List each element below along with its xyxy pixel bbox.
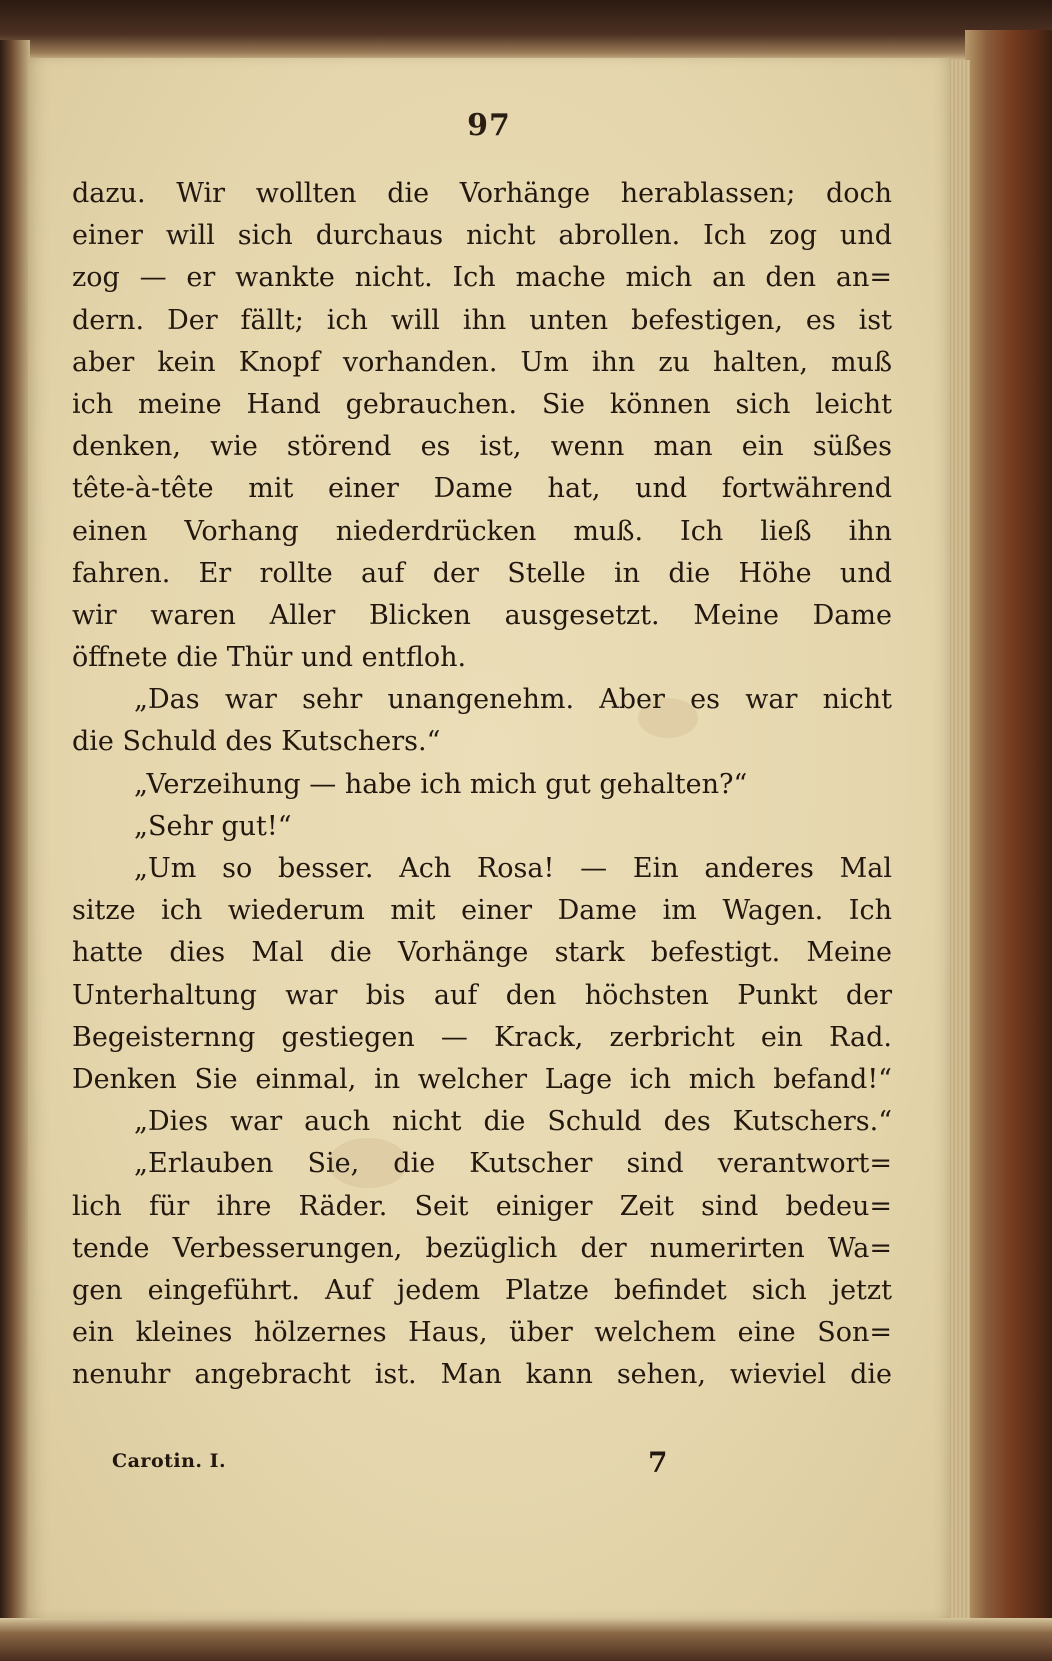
text-line: denken, wie störend es ist, wenn man ein süßes [72, 431, 892, 463]
text-line: Unterhaltung war bis auf den höchsten Punkt der [72, 979, 892, 1011]
book-cover-right-edge [965, 30, 1052, 1630]
text-line: Denken Sie einmal, in welcher Lage ich mich befand!“ [72, 1063, 892, 1095]
book-cover-bottom-edge [0, 1618, 1052, 1661]
text-line: tende Verbesserungen, bezüglich der numerirten Wa= [72, 1232, 892, 1264]
text-line: wir waren Aller Blicken ausgesetzt. Meine Dame [72, 599, 892, 631]
sheet-signature-mark: 7 [648, 1446, 668, 1479]
book-cover-top-edge [0, 0, 1052, 62]
printer-signature: Carotin. I. [112, 1450, 227, 1472]
text-line: dern. Der fällt; ich will ihn unten befestigen, es ist [72, 304, 892, 336]
text-line: „Um so besser. Ach Rosa! — Ein anderes Mal [134, 853, 892, 884]
text-line: zog — er wankte nicht. Ich mache mich an den an= [72, 262, 892, 294]
text-line: Begeisternng gestiegen — Krack, zerbricht ein Rad. [72, 1021, 892, 1053]
book-spine-edge [0, 40, 30, 1630]
text-line: dazu. Wir wollten die Vorhänge herablassen; doch [72, 178, 892, 209]
book-page [28, 58, 950, 1618]
text-line: „Dies war auch nicht die Schuld des Kutschers.“ [134, 1106, 892, 1138]
text-line: einer will sich durchaus nicht abrollen. Ich zog und [72, 220, 892, 252]
text-line: fahren. Er rollte auf der Stelle in die Höhe und [72, 557, 892, 589]
text-line: die Schuld des Kutschers.“ [72, 726, 441, 758]
text-line: hatte dies Mal die Vorhänge stark befestigt. Meine [72, 937, 892, 969]
text-line: ich meine Hand gebrauchen. Sie können sich leicht [72, 388, 892, 420]
text-line: sitze ich wiederum mit einer Dame im Wagen. Ich [72, 895, 892, 927]
text-line: tête-à-tête mit einer Dame hat, und fortwährend [72, 473, 892, 505]
text-line: ein kleines hölzernes Haus, über welchem eine Son= [72, 1317, 892, 1349]
page-number: 97 [467, 108, 511, 143]
text-line: aber kein Knopf vorhanden. Um ihn zu halten, muß [72, 346, 892, 378]
page-stack-edges [948, 60, 970, 1620]
text-line: „Das war sehr unangenehm. Aber es war nicht [134, 684, 892, 716]
text-line: gen eingeführt. Auf jedem Platze befindet sich jetzt [72, 1274, 892, 1306]
text-line: einen Vorhang niederdrücken muß. Ich ließ ihn [72, 515, 892, 547]
text-line: „Verzeihung — habe ich mich gut gehalten?“ [134, 768, 748, 800]
text-line: lich für ihre Räder. Seit einiger Zeit sind bedeu= [72, 1190, 892, 1222]
text-line: nenuhr angebracht ist. Man kann sehen, wieviel die [72, 1359, 892, 1391]
body-text [72, 173, 892, 1396]
text-line: „Sehr gut!“ [134, 810, 292, 842]
text-line: „Erlauben Sie, die Kutscher sind verantwort= [134, 1148, 892, 1180]
page-footer [72, 1446, 892, 1490]
text-line: öffnete die Thür und entfloh. [72, 642, 467, 674]
